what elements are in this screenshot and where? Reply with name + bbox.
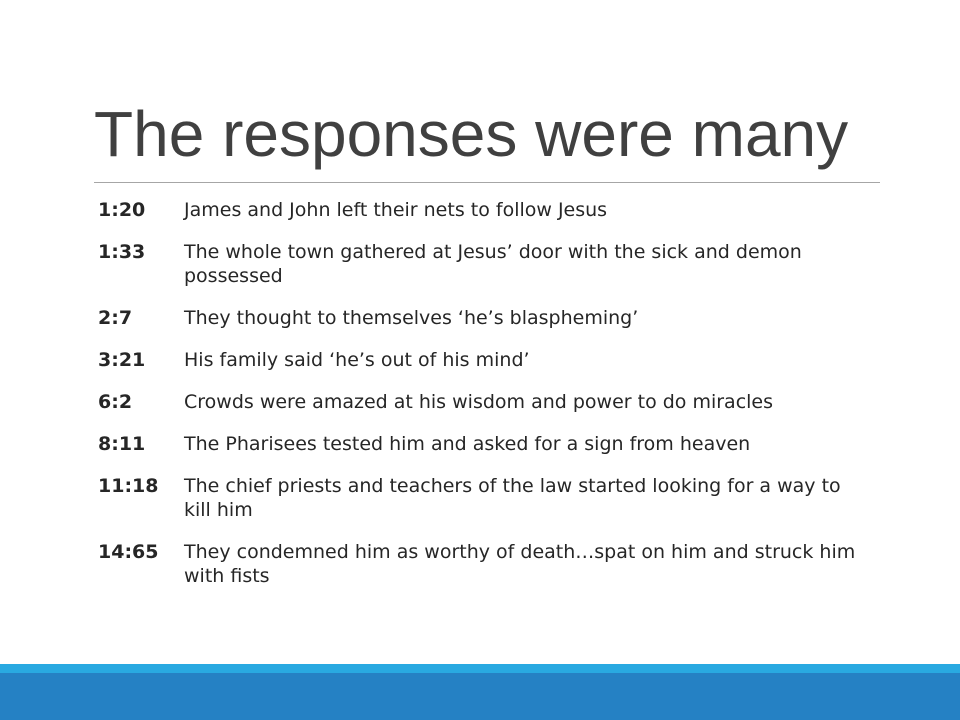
response-text: James and John left their nets to follow Jesus [184,199,608,221]
verse-reference: 3:21 [98,349,146,371]
verse-reference: 14:65 [98,541,159,563]
list-item [98,240,868,288]
response-text: Crowds were amazed at his wisdom and power to do miracles [184,391,774,413]
verse-reference: 8:11 [98,433,146,455]
verse-reference: 11:18 [98,475,159,497]
list-item [98,198,868,222]
response-text: The Pharisees tested him and asked for a sign from heaven [184,433,751,455]
slide-title: The responses were many [94,98,849,170]
verse-reference: 6:2 [98,391,133,413]
list-item [98,306,868,330]
list-item [98,390,868,414]
response-text: They condemned him as worthy of death…spat on him and struck him with fists [184,541,856,587]
list-item [98,432,868,456]
response-text: His family said ‘he’s out of his mind’ [184,349,530,371]
footer-bar [0,673,960,720]
footer-accent-bar [0,664,960,673]
response-text: They thought to themselves ‘he’s blaspheming’ [184,307,639,329]
verse-reference: 2:7 [98,307,133,329]
response-text: The whole town gathered at Jesus’ door with the sick and demon possessed [184,241,802,287]
verse-reference: 1:20 [98,199,146,221]
list-item [98,540,868,588]
list-item [98,474,868,522]
title-divider [94,182,880,183]
response-list [98,198,868,606]
verse-reference: 1:33 [98,241,146,263]
response-text: The chief priests and teachers of the law started looking for a way to kill him [184,475,841,521]
list-item [98,348,868,372]
